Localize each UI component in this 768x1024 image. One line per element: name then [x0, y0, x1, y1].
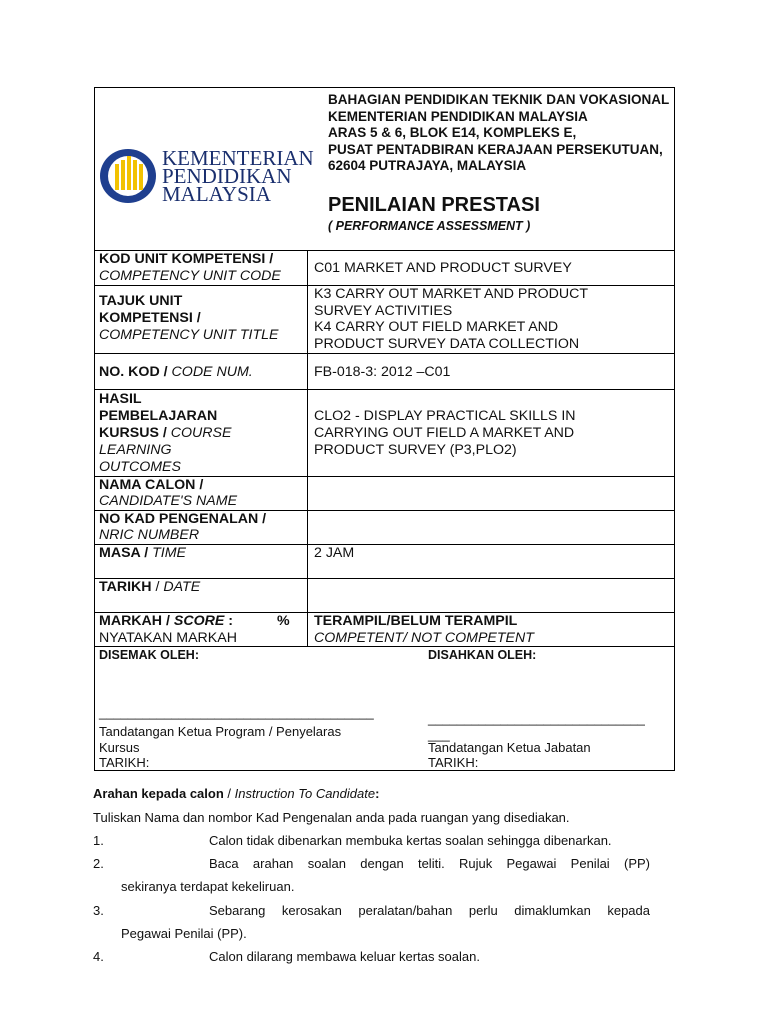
time-value: 2 JAM: [314, 545, 355, 561]
unit-title-value-3: K4 CARRY OUT FIELD MARKET AND: [314, 319, 559, 335]
document-title: PENILAIAN PRESTASI: [328, 194, 540, 216]
approved-by-signature-label: Tandatangan Ketua Jabatan: [428, 740, 591, 755]
score-label-ms: MARKAH /: [99, 613, 170, 629]
column-divider: [307, 250, 308, 646]
code-num-label-ms: NO. KOD /: [99, 364, 168, 380]
date-label-sep: /: [151, 579, 160, 595]
clo-label-3-en: COURSE: [170, 425, 232, 441]
clo-label-2: PEMBELAJARAN: [99, 408, 218, 424]
clo-label-3-ms: KURSUS /: [99, 425, 167, 441]
unit-code-value: C01 MARKET AND PRODUCT SURVEY: [314, 260, 572, 276]
instruction-item-3-text: Sebarang kerosakan peralatan/bahan perlu dimaklumkan kepada: [209, 903, 650, 918]
unit-title-label-2: KOMPETENSI /: [99, 310, 201, 326]
kementerian-pendidikan-malaysia-logo: [98, 146, 324, 206]
score-label: [99, 613, 233, 629]
checked-by-signature-label: Tandatangan Ketua Program / Penyelaras: [99, 724, 342, 739]
score-sub-label: NYATAKAN MARKAH: [99, 630, 237, 646]
instruction-item-2-text: Baca arahan soalan dengan teliti. Rujuk Pegawai Penilai (PP): [209, 856, 650, 871]
competency-status-label: TERAMPIL/BELUM TERAMPIL: [314, 613, 518, 629]
clo-value-3: PRODUCT SURVEY (P3,PLO2): [314, 442, 517, 458]
row-divider: [94, 353, 675, 354]
address-line-1: BAHAGIAN PENDIDIKAN TEKNIK DAN VOKASIONAL: [328, 92, 670, 107]
clo-label-1: HASIL: [99, 391, 142, 407]
nric-label-en: NRIC NUMBER: [99, 527, 200, 543]
checked-by-signature-line: ______________________________________: [99, 705, 374, 720]
score-colon: :: [228, 613, 234, 629]
unit-title-value-2: SURVEY ACTIVITIES: [314, 302, 453, 319]
unit-title-label-en: COMPETENCY UNIT TITLE: [99, 327, 279, 343]
clo-value-2: CARRYING OUT FIELD A MARKET AND: [314, 425, 575, 441]
approved-by-date-label: TARIKH:: [428, 755, 479, 770]
candidate-name-label-en: CANDIDATE'S NAME: [99, 493, 238, 509]
instruction-item-3-text-cont: Pegawai Penilai (PP).: [121, 926, 247, 941]
clo-value-1: CLO2 - DISPLAY PRACTICAL SKILLS IN: [314, 408, 576, 424]
checked-by-date-label: TARIKH:: [99, 755, 150, 770]
date-label-ms: TARIKH: [99, 579, 152, 595]
logo-text-line3: MALAYSIA: [162, 182, 271, 206]
code-num-label: [99, 364, 253, 380]
instructions-intro: Tuliskan Nama dan nombor Kad Pengenalan anda pada ruangan yang disediakan.: [93, 810, 570, 825]
approved-by-heading: DISAHKAN OLEH:: [428, 648, 537, 662]
instructions-heading-ms: Arahan kepada calon: [93, 786, 224, 801]
checked-by-signature-label-2: Kursus: [99, 740, 140, 755]
address-line-4: PUSAT PENTADBIRAN KERAJAAN PERSEKUTUAN,: [328, 141, 663, 157]
address-line-5: 62604 PUTRAJAYA, MALAYSIA: [328, 158, 527, 173]
instruction-item-2-text-cont: sekiranya terdapat kekeliruan.: [121, 879, 295, 894]
approved-by-signature-line-2: ___: [428, 727, 450, 742]
time-label: [99, 545, 186, 561]
instruction-item-3-num: 3.: [93, 903, 104, 918]
date-label-en: DATE: [163, 579, 201, 595]
checked-by-heading: DISEMAK OLEH:: [99, 648, 199, 662]
logo-text-line2: PENDIDIKAN: [162, 164, 292, 188]
address-line-3: ARAS 5 & 6, BLOK E14, KOMPLEKS E,: [328, 125, 577, 140]
unit-title-value-4: PRODUCT SURVEY DATA COLLECTION: [314, 335, 580, 352]
competency-status-label-en: COMPETENT/ NOT COMPETENT: [314, 630, 534, 646]
nric-label: NO KAD PENGENALAN /: [99, 511, 267, 527]
score-percent: %: [277, 613, 290, 629]
address-line-2: KEMENTERIAN PENDIDIKAN MALAYSIA: [328, 108, 588, 124]
instructions-heading-sep: /: [223, 786, 232, 801]
clo-label-3: [99, 425, 231, 441]
code-num-label-en: CODE NUM.: [171, 364, 253, 380]
instructions-heading: [93, 786, 379, 802]
instruction-item-1-text: Calon tidak dibenarkan membuka kertas soalan sehingga dibenarkan.: [209, 833, 612, 848]
document-subtitle: ( PERFORMANCE ASSESSMENT ): [328, 219, 531, 233]
clo-label-4: LEARNING: [99, 442, 172, 458]
candidate-name-label: NAMA CALON /: [99, 477, 204, 493]
instructions-heading-en: Instruction To Candidate: [234, 786, 376, 801]
unit-code-label: KOD UNIT KOMPETENSI /: [99, 251, 274, 267]
date-label: [99, 579, 200, 595]
clo-label-5: OUTCOMES: [99, 459, 181, 475]
code-num-value: FB-018-3: 2012 –C01: [314, 364, 451, 380]
instruction-item-4-num: 4.: [93, 949, 104, 964]
instruction-item-2-num: 2.: [93, 856, 104, 871]
approved-by-signature-line: ______________________________: [428, 711, 645, 726]
instruction-item-4-text: Calon dilarang membawa keluar kertas soalan.: [209, 949, 480, 964]
time-label-en: TIME: [152, 545, 186, 561]
logo-text-line1: KEMENTERIAN: [162, 146, 314, 170]
score-label-en: SCORE: [173, 613, 225, 629]
unit-title-value-1: K3 CARRY OUT MARKET AND PRODUCT: [314, 286, 589, 302]
time-label-ms: MASA /: [99, 545, 149, 561]
instruction-item-1-num: 1.: [93, 833, 104, 848]
row-divider: [94, 389, 675, 390]
unit-code-label-en: COMPETENCY UNIT CODE: [99, 268, 281, 284]
unit-title-label-1: TAJUK UNIT: [99, 293, 183, 309]
instructions-heading-colon: :: [375, 786, 380, 801]
